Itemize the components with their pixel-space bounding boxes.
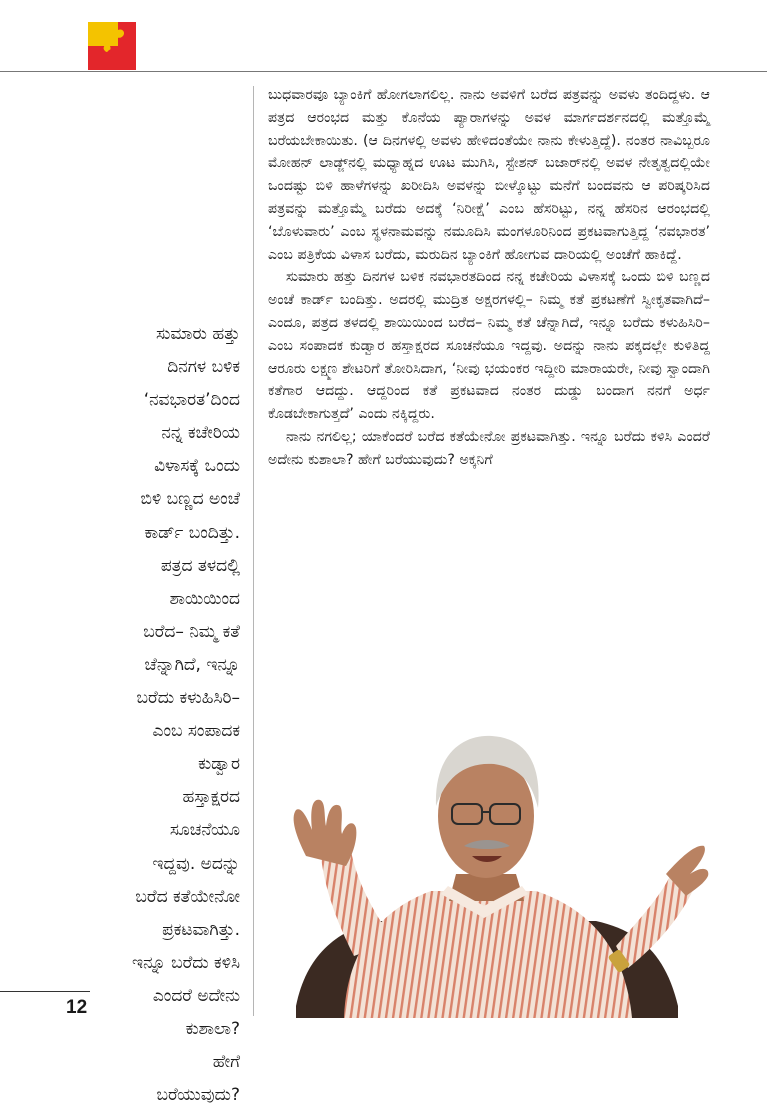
article-paragraph: ಸುಮಾರು ಹತ್ತು ದಿನಗಳ ಬಳಿಕ ನವಭಾರತದಿಂದ ನನ್ನ ಕಚೇರಿಯ ವಿಳಾಸಕ್ಕೆ ಒಂದು ಬಿಳಿ ಬಣ್ಣದ ಅಂಚೆ ಕಾರ್ಡ್ ಬಂದಿತ್ತು. ಅದರಲ್ಲಿ ಮುದ್ರಿತ ಅಕ್ಷರಗಳಲ್ಲಿ– ನಿಮ್ಮ ಕತೆ ಪ್ರಕಟಣೆಗೆ ಸ್ವೀಕೃತವಾಗಿದೆ– ಎಂದೂ, ಪತ್ರದ ತಳದಲ್ಲಿ ಶಾಯಿಯಿಂದ ಬರೆದ– ನಿಮ್ಮ ಕತೆ ಚೆನ್ನಾಗಿದೆ, ಇನ್ನೂ ಬರೆದು ಕಳುಹಿಸಿರಿ– ಎಂಬ ಸಂಪಾದಕ ಕುಡ್ವಾರ ಹಸ್ತಾಕ್ಷರದ ಸೂಚನೆಯೂ ಇದ್ದವು. ಅದನ್ನು ನಾನು ಪಕ್ಕದಲ್ಲೇ ಕುಳಿತಿದ್ದ ಆರೂರು ಲಕ್ಷ್ಮಣ ಶೇಟರಿಗೆ ತೋರಿಸಿದಾಗ, ‘ನೀವು ಭಯಂಕರ ಇದ್ದೀರಿ ಮಾರಾಯರೇ, ನೀವು ಸ್ವಾಂದಾಗಿ ಕತೆಗಾರ ಆದದ್ದು. ಆದ್ದರಿಂದ ಕತೆ ಪ್ರಕಟವಾದ ನಂತರ ದುಡ್ಡು ಬಂದಾಗ ನನಗೆ ಅರ್ಧ ಕೊಡಬೇಕಾಗುತ್ತದೆ’ ಎಂದು ನಕ್ಕಿದ್ದರು.	[268, 269, 710, 423]
pull-quote-line: ಹಸ್ತಾಕ್ಷರದ	[182, 787, 240, 808]
pull-quote-line: ‘ನವಭಾರತ’ದಿಂದ	[143, 390, 240, 411]
author-photo	[266, 706, 710, 1018]
pull-quote-line: ಚೆನ್ನಾಗಿದೆ, ಇನ್ನೂ	[144, 654, 240, 675]
column-divider	[253, 86, 254, 1016]
pull-quote-line: ಹೇಗೆ	[212, 1052, 240, 1073]
pull-quote-line: ನನ್ನ ಕಚೇರಿಯ	[161, 423, 240, 444]
pull-quote-line: ಕಾರ್ಡ್ ಬಂದಿತ್ತು.	[144, 522, 240, 543]
pull-quote-line: ಬರೆದ– ನಿಮ್ಮ ಕತೆ	[143, 621, 240, 642]
magazine-logo-icon	[88, 22, 136, 70]
pull-quote-line: ಬರೆಯುವುದು?	[156, 1085, 240, 1106]
pull-quote-line: ಕುಶಾಲಾ?	[185, 1018, 240, 1039]
pull-quote-line: ಕುಡ್ವಾರ	[198, 754, 240, 775]
pull-quote-line: ಶಾಯಿಯಿಂದ	[169, 588, 240, 609]
pull-quote-line: ಸೂಚನೆಯೂ	[169, 820, 240, 841]
pull-quote-line: ಬರೆದು ಕಳುಹಿಸಿರಿ–	[136, 688, 240, 709]
pull-quote	[100, 318, 240, 1112]
page-number: 12	[66, 997, 88, 1018]
footer-rule	[0, 991, 90, 992]
pull-quote-line: ಸುಮಾರು ಹತ್ತು	[155, 324, 240, 344]
header-rule	[0, 71, 767, 72]
pull-quote-line: ಎಂಬ ಸಂಪಾದಕ	[152, 721, 240, 742]
pull-quote-line: ಪತ್ರದ ತಳದಲ್ಲಿ	[160, 555, 240, 576]
pull-quote-line: ಇನ್ನೂ ಬರೆದು ಕಳಿಸಿ	[132, 952, 240, 973]
pull-quote-line: ಎಂದರೆ ಅದೇನು	[152, 985, 240, 1006]
article-body	[268, 84, 710, 472]
pull-quote-line: ದಿನಗಳ ಬಳಿಕ	[167, 357, 240, 378]
pull-quote-line: ಪ್ರಕಟವಾಗಿತ್ತು.	[162, 919, 240, 940]
pull-quote-line: ಬರೆದ ಕತೆಯೇನೋ	[135, 886, 240, 907]
pull-quote-line: ವಿಳಾಸಕ್ಕೆ ಒಂದು	[154, 456, 240, 477]
pull-quote-line: ಇದ್ದವು. ಅದನ್ನು	[152, 853, 240, 874]
article-paragraph: ಬುಧವಾರವೂ ಬ್ಯಾಂಕಿಗೆ ಹೋಗಲಾಗಲಿಲ್ಲ. ನಾನು ಅವಳಿಗೆ ಬರೆದ ಪತ್ರವನ್ನು ಅವಳು ತಂದಿದ್ದಳು. ಆ ಪತ್ರದ ಆರಂಭದ ಮತ್ತು ಕೊನೆಯ ಪ್ಯಾರಾಗಳನ್ನು ಅವಳ ಮಾರ್ಗದರ್ಶನದಲ್ಲಿ ಮತ್ತೊಮ್ಮೆ ಬರೆಯಬೇಕಾಯಿತು. (ಆ ದಿನಗಳಲ್ಲಿ ಅವಳು ಹೇಳಿದಂತೆಯೇ ನಾನು ಕೇಳುತ್ತಿದ್ದೆ). ನಂತರ ನಾವಿಬ್ಬರೂ ಮೋಹನ್ ಲಾಡ್ಜ್‌ನಲ್ಲಿ ಮಧ್ಯಾಹ್ನದ ಊಟ ಮುಗಿಸಿ, ಸ್ಟೇಶನ್ ಬಜಾರ್‌ನಲ್ಲಿ ಅವಳ ನೇತೃತ್ವದಲ್ಲಿಯೇ ಒಂದಷ್ಟು ಬಿಳಿ ಹಾಳೆಗಳನ್ನು ಖರೀದಿಸಿ ಅವಳನ್ನು ಬೀಳ್ಕೊಟ್ಟು ಮನೆಗೆ ಬಂದವನು ಆ ಪರಿಷ್ಕರಿಸಿದ ಪತ್ರವನ್ನು ಮತ್ತೊಮ್ಮೆ ಬರೆದು ಅದಕ್ಕೆ ‘ನಿರೀಕ್ಷೆ’ ಎಂಬ ಹೆಸರಿಟ್ಟು, ನನ್ನ ಹೆಸರಿನ ಆರಂಭದಲ್ಲಿ ‘ಬೊಳುವಾರು’ ಎಂಬ ಸ್ಥಳನಾಮವನ್ನು ನಮೂದಿಸಿ ಮಂಗಳೂರಿನಿಂದ ಪ್ರಕಟವಾಗುತ್ತಿದ್ದ ‘ನವಭಾರತ’ ಎಂಬ ಪತ್ರಿಕೆಯ ವಿಳಾಸ ಬರೆದು, ಮರುದಿನ ಬ್ಯಾಂಕಿಗೆ ಹೋಗುವ ದಾರಿಯಲ್ಲಿ ಅಂಚೆಗೆ ಹಾಕಿದ್ದೆ.	[268, 87, 710, 263]
pull-quote-line: ಬಿಳಿ ಬಣ್ಣದ ಅಂಚೆ	[140, 489, 240, 510]
article-paragraph: ನಾನು ನಗಲಿಲ್ಲ; ಯಾಕೆಂದರೆ ಬರೆದ ಕತೆಯೇನೋ ಪ್ರಕಟವಾಗಿತ್ತು. ಇನ್ನೂ ಬರೆದು ಕಳಿಸಿ ಎಂದರೆ ಅದೇನು ಕುಶಾಲಾ? ಹೇಗೆ ಬರೆಯುವುದು? ಅಕ್ಕನಿಗೆ	[268, 428, 710, 468]
